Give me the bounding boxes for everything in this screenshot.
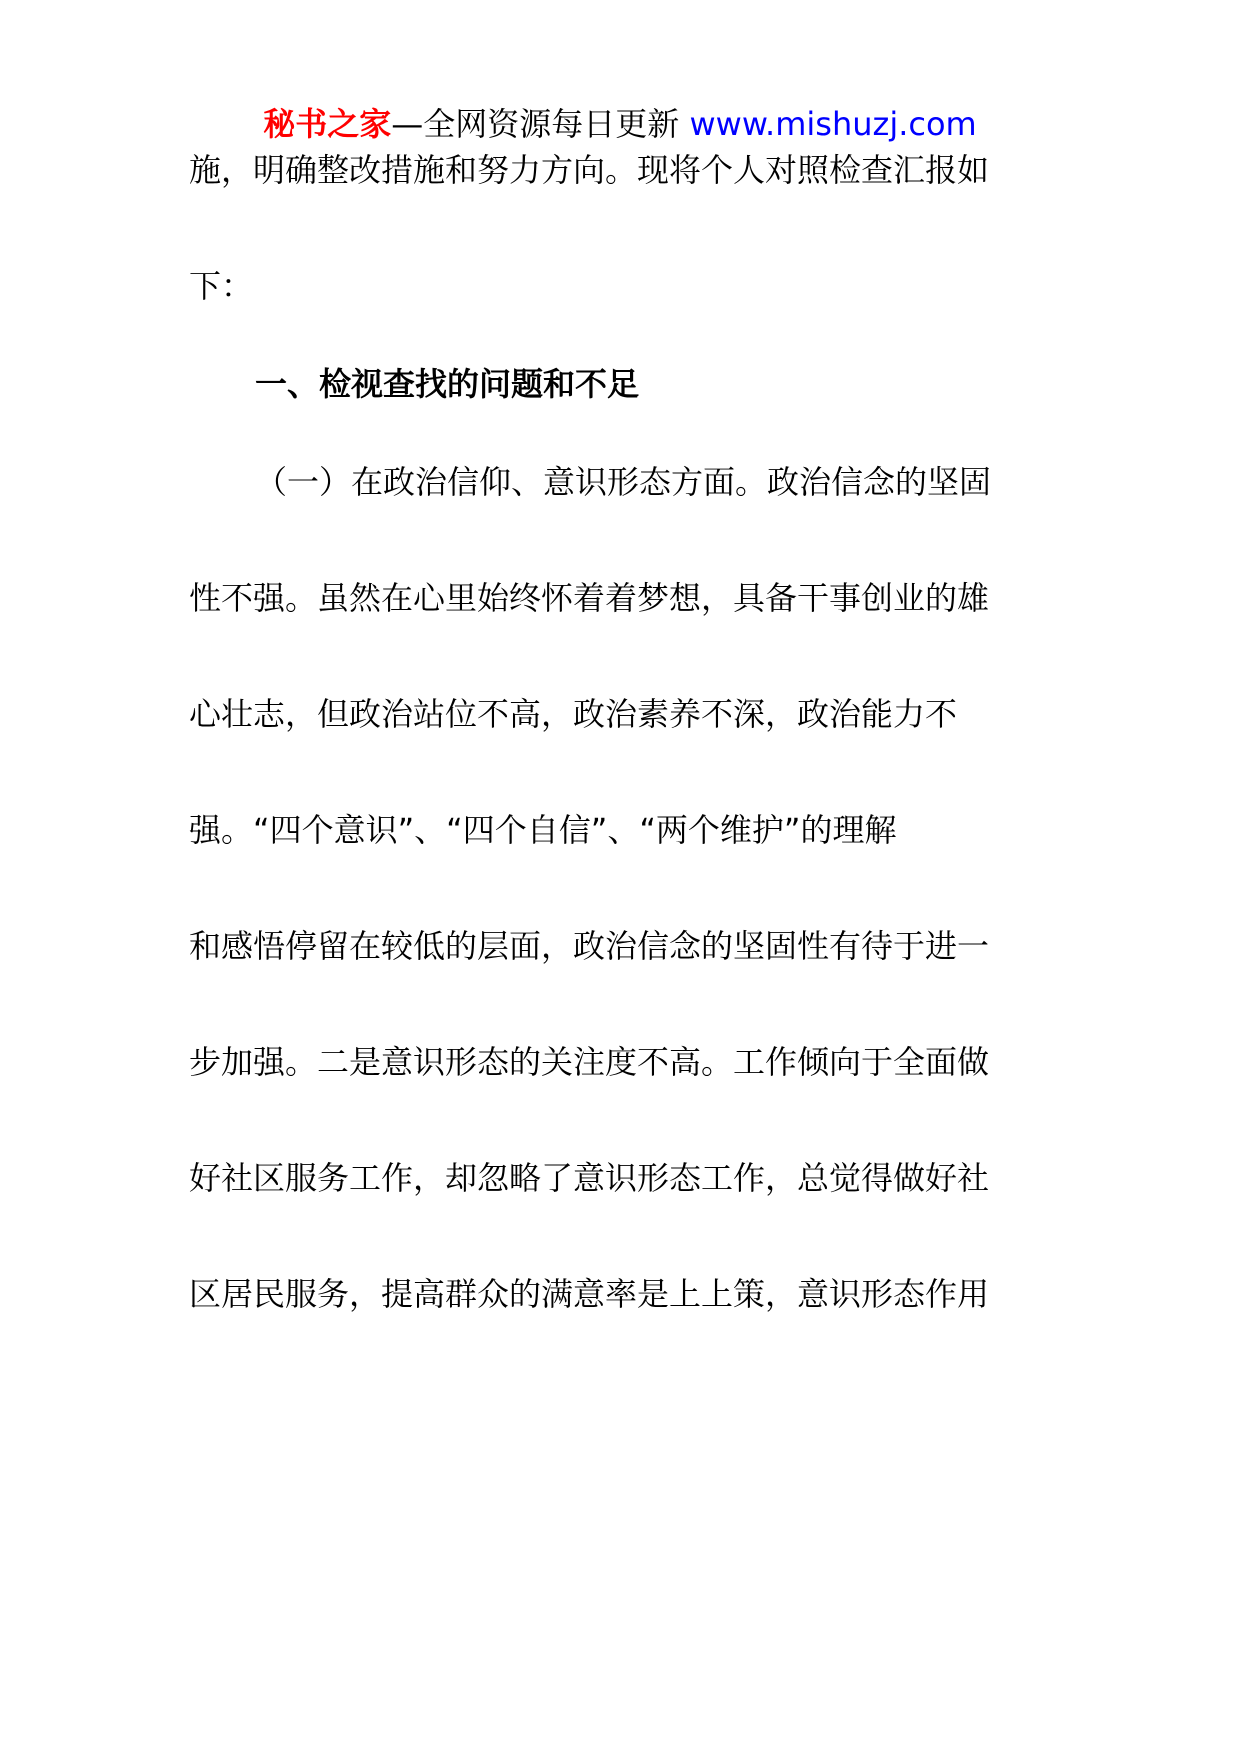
paragraph-line: 强。“四个意识”、“四个自信”、“两个维护”的理解 <box>189 811 897 849</box>
paragraph-line: 步加强。二是意识形态的关注度不高。工作倾向于全面做 <box>189 1043 990 1081</box>
subsection-heading-line: （一）在政治信仰、意识形态方面。政治信念的坚固 <box>255 463 992 501</box>
paragraph-line: 施，明确整改措施和努力方向。现将个人对照检查汇报如 <box>189 151 990 189</box>
site-header <box>0 100 1240 148</box>
paragraph-line: 性不强。虽然在心里始终怀着着梦想，具备干事创业的雄 <box>189 579 990 617</box>
paragraph-line: 好社区服务工作，却忽略了意识形态工作，总觉得做好社 <box>189 1159 990 1197</box>
paragraph-line: 和感悟停留在较低的层面，政治信念的坚固性有待于进一 <box>189 927 990 965</box>
section-heading: 一、检视查找的问题和不足 <box>255 365 640 403</box>
site-brand: 秘书之家 <box>263 105 392 143</box>
site-url[interactable]: www.mishuzj.com <box>689 105 977 143</box>
paragraph-line: 区居民服务，提高群众的满意率是上上策，意识形态作用 <box>189 1275 990 1313</box>
site-tagline: —全网资源每日更新 <box>391 105 680 143</box>
paragraph-line: 心壮志，但政治站位不高，政治素养不深，政治能力不 <box>189 695 958 733</box>
paragraph-line: 下： <box>189 267 254 305</box>
